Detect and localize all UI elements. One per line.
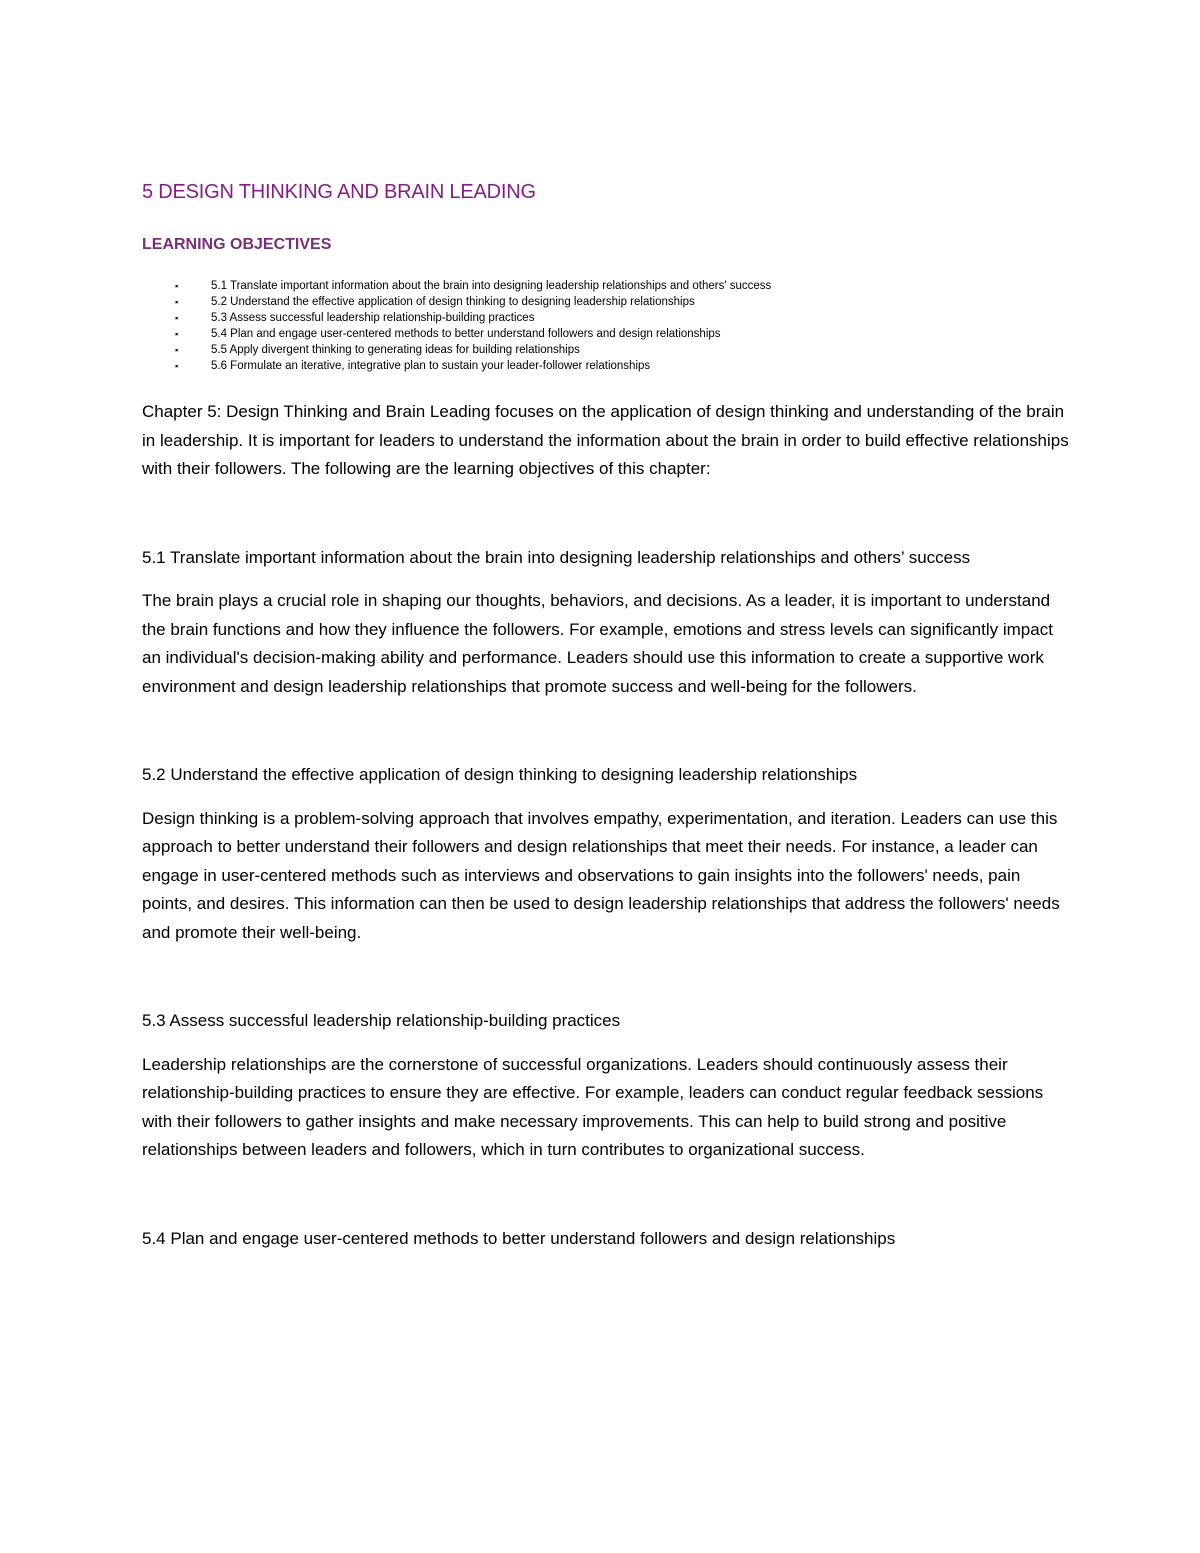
objective-text: 5.3 Assess successful leadership relationship-building practices [211,312,535,324]
section-body: The brain plays a crucial role in shaping our thoughts, behaviors, and decisions. As a leader, it is important to understand the brain functions and how they influence the followers. For example, emotions and stress levels can significantly impact an individual's decision-making ability and performance. Leaders should use this information to create a supportive work environment and design leadership relationships that promote success and well-being for the followers. [142,591,1053,696]
objectives-list [142,278,1072,374]
section-heading: 5.4 Plan and engage user-centered methods to better understand followers and design relationships [142,1228,896,1248]
objective-text: 5.5 Apply divergent thinking to generating ideas for building relationships [211,344,580,356]
list-item [175,278,1072,294]
objective-text: 5.1 Translate important information about the brain into designing leadership relationships and others' success [211,280,772,292]
section-heading: 5.1 Translate important information about the brain into designing leadership relationships and others’ success [142,547,971,567]
section-heading: 5.2 Understand the effective application of design thinking to designing leadership relationships [142,765,858,784]
list-item [175,342,1072,358]
list-item [175,358,1072,374]
section-body: Design thinking is a problem-solving approach that involves empathy, experimentation, and iteration. Leaders can use this approach to better understand their followers and design relationships that meet their needs. For instance, a leader can engage in user-centered methods such as interviews and observations to gain insights into the followers' needs, pain points, and desires. This information can then be used to design leadership relationships that address the followers' needs and promote their well-being. [142,808,1060,942]
objective-text: 5.4 Plan and engage user-centered methods to better understand followers and design relationships [211,328,721,340]
chapter-title: 5 DESIGN THINKING AND BRAIN LEADING [142,181,536,203]
objectives-title: LEARNING OBJECTIVES [142,236,332,253]
objective-text: 5.2 Understand the effective application of design thinking to designing leadership relationships [211,296,695,308]
document-page [142,178,1072,1253]
list-item [175,326,1072,342]
section-body: Leadership relationships are the cornerstone of successful organizations. Leaders should continuously assess their relationship-building practices to ensure they are effective. For example, leaders can conduct regular feedback sessions with their followers to gather insights and make necessary improvements. This can help to build strong and positive relationships between leaders and followers, which in turn contributes to organizational success. [142,1054,1044,1159]
intro-paragraph: Chapter 5: Design Thinking and Brain Leading focuses on the application of design thinking and understanding of the brain in leadership. It is important for leaders to understand the information about the brain in order to build effective relationships with their followers. The following are the learning objectives of this chapter: [142,402,1069,478]
list-item [175,294,1072,310]
list-item [175,310,1072,326]
objective-text: 5.6 Formulate an iterative, integrative plan to sustain your leader-follower relationships [211,360,651,372]
bullet-icon: ▪ [175,297,179,307]
bullet-icon: ▪ [175,313,179,323]
bullet-icon: ▪ [175,345,179,355]
bullet-icon: ▪ [175,281,179,291]
section-heading: 5.3 Assess successful leadership relationship-building practices [142,1011,621,1030]
bullet-icon: ▪ [175,329,179,339]
bullet-icon: ▪ [175,361,179,371]
